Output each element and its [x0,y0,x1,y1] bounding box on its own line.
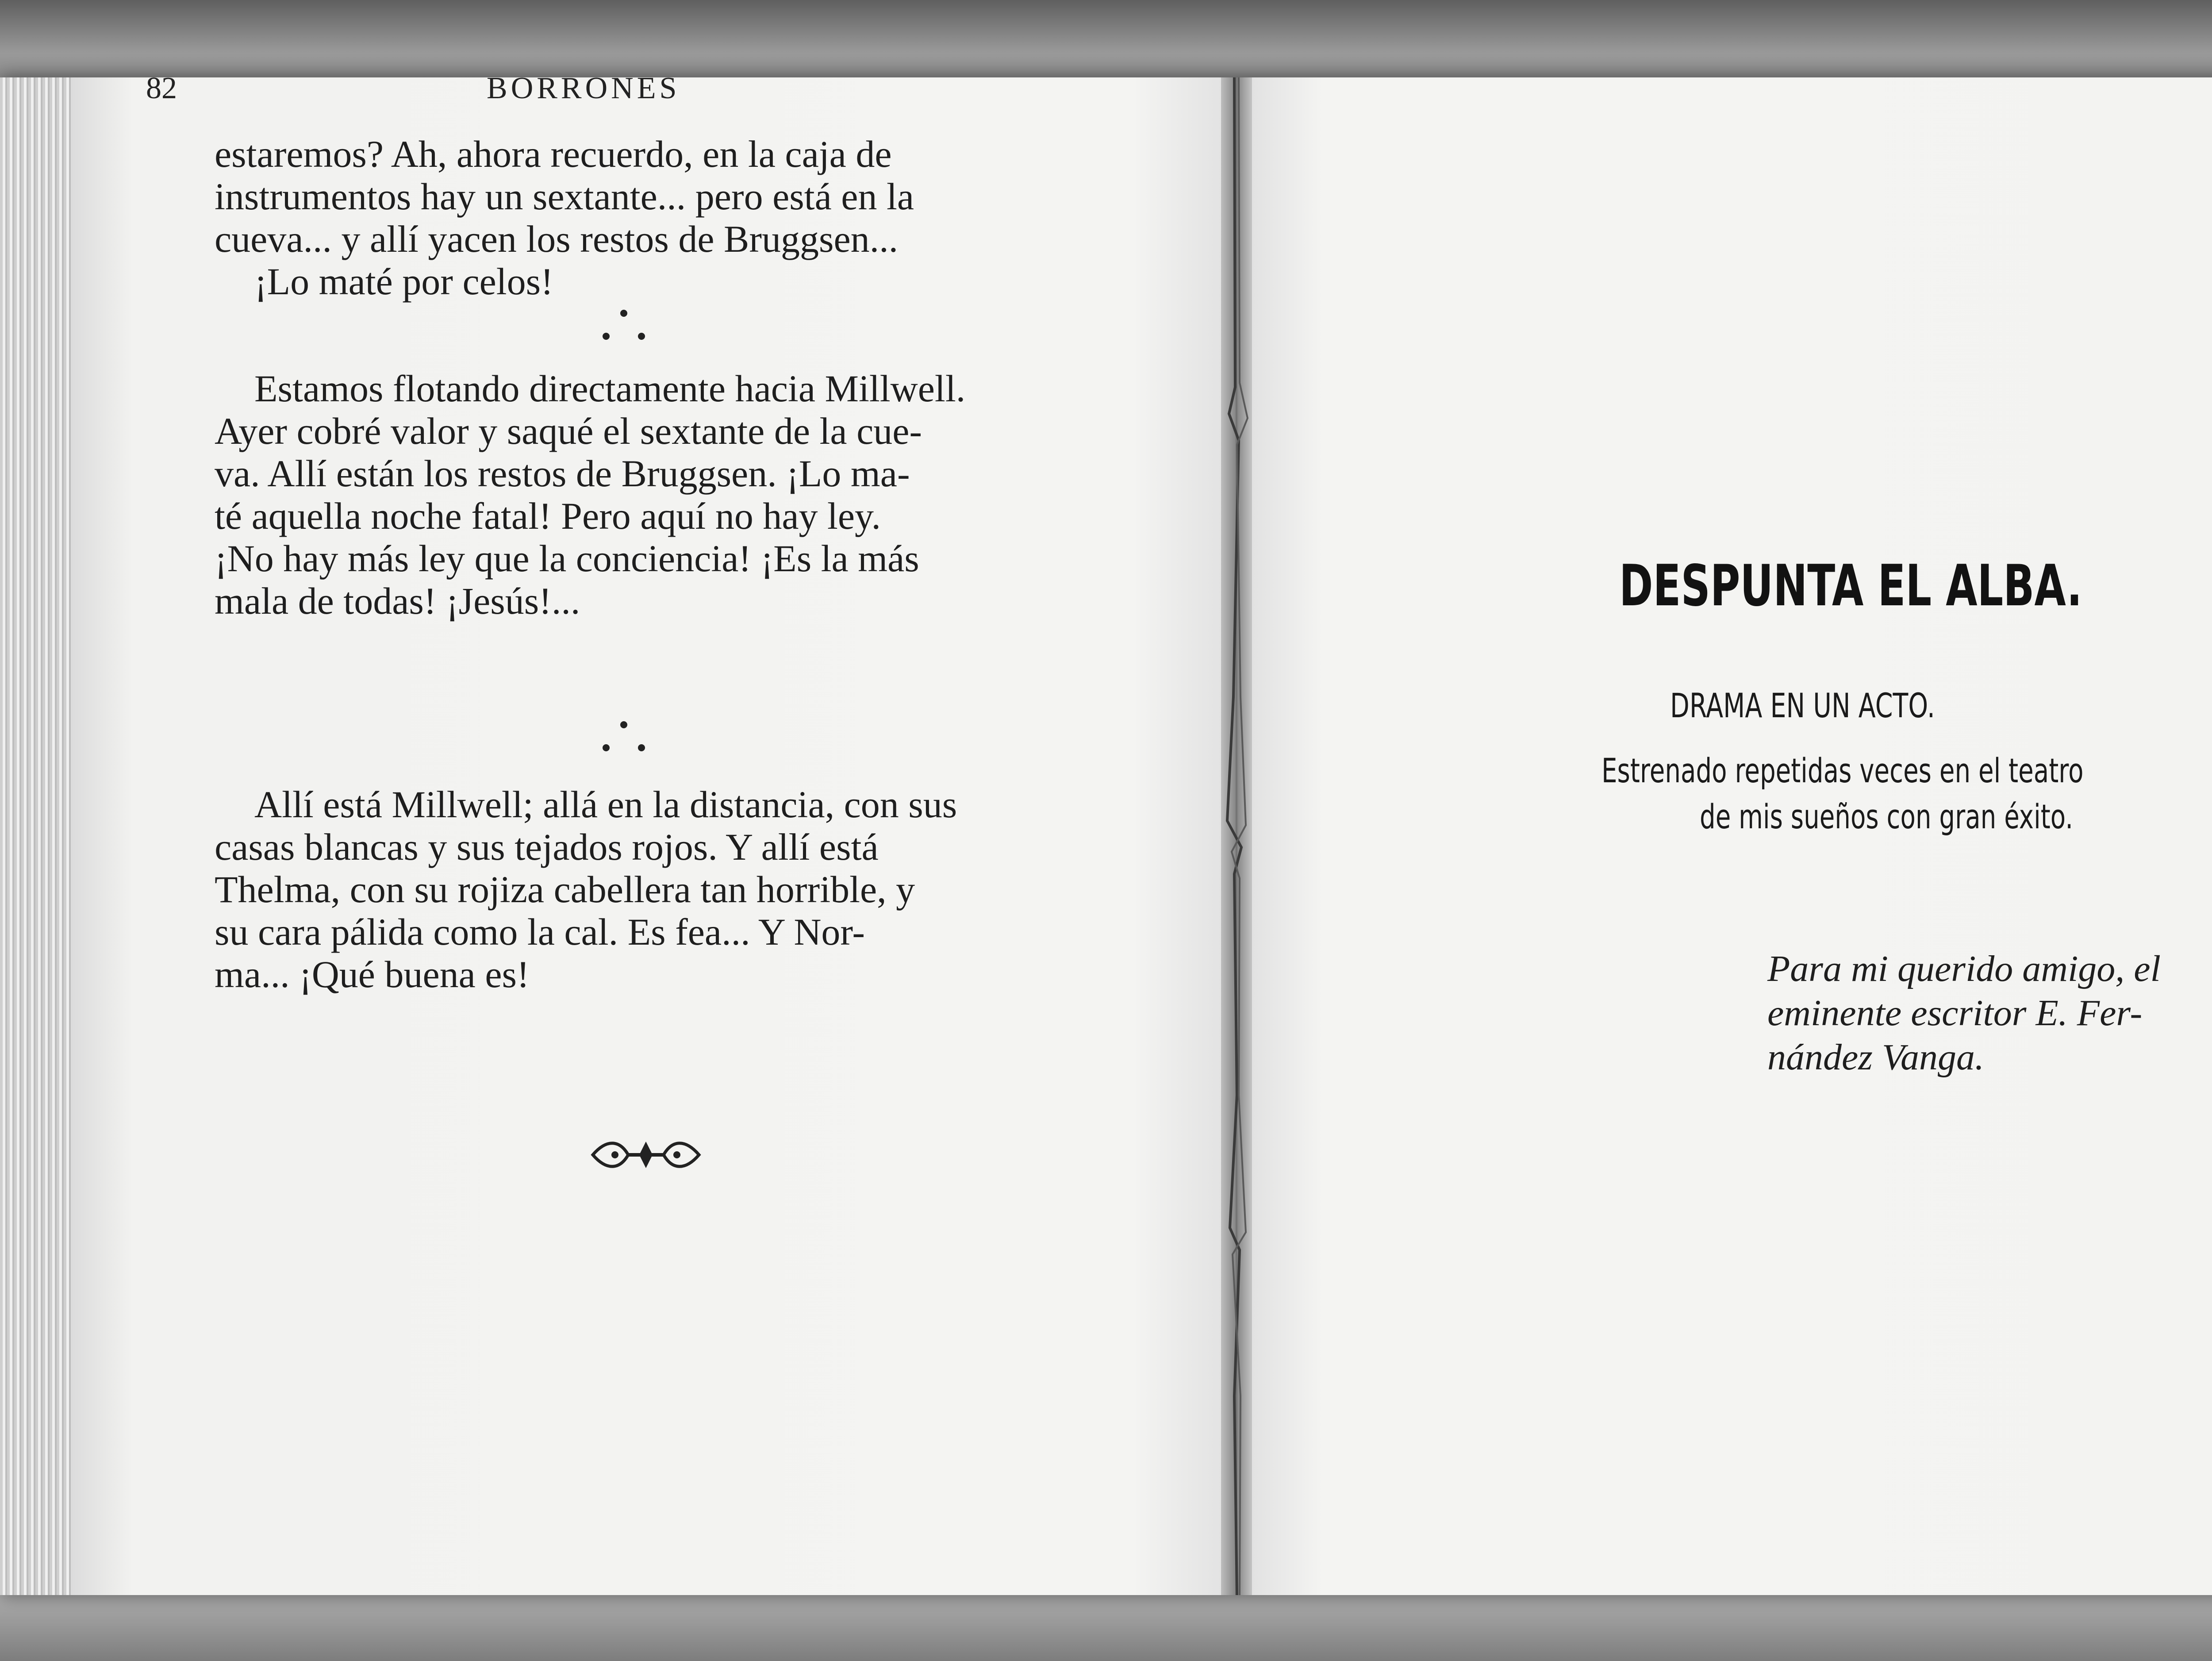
left-page-edges [0,77,71,1595]
dedication-line: Para mi querido amigo, el [1767,948,2161,989]
text-line: Estamos flotando directamente hacia Millwell. [254,367,966,410]
tailpiece-ornament-icon [588,1130,703,1179]
text-line: ¡No hay más ley que la conciencia! ¡Es la más [215,537,919,580]
text-line: ¡Lo maté por celos! [254,260,553,303]
dedication [1767,947,2212,1080]
text-line: Allí está Millwell; allá en la distancia, con sus [254,783,957,826]
text-line: mala de todas! ¡Jesús!... [215,580,580,622]
note-line: de mis sueños con gran éxito. [1700,797,2074,836]
play-subtitle: DRAMA EN UN ACTO. [1670,686,1936,725]
note-line: Estrenado repetidas veces en el teatro [1601,751,2084,790]
running-title: BORRONES [487,71,680,105]
text-line: Thelma, con su rojiza cabellera tan horrible, y [215,868,915,911]
text-line: estaremos? Ah, ahora recuerdo, en la caja de [215,133,892,175]
premiere-note [1601,748,2084,845]
paragraph-2 [215,367,1104,622]
section-break-asterism [593,717,655,765]
page-number: 82 [146,71,177,105]
dedication-line: nández Vanga. [1767,1037,1984,1078]
dedication-line: eminente escritor E. Fer- [1767,992,2143,1034]
text-line: Ayer cobré valor y saqué el sextante de la cue- [215,410,922,452]
text-line: cueva... y allí yacen los restos de Bruggsen... [215,218,899,260]
running-head [146,71,1119,111]
text-line: ma... ¡Qué buena es! [215,953,530,996]
text-line: casas blancas y sus tejados rojos. Y allí está [215,826,879,868]
paragraph-3 [215,783,1104,996]
section-break-asterism [593,305,655,354]
play-title: DESPUNTA EL ALBA. [1619,553,2082,619]
text-line: instrumentos hay un sextante... pero está en la [215,175,914,218]
text-line: su cara pálida como la cal. Es fea... Y Nor- [215,911,865,953]
paragraph-1 [215,133,1104,303]
text-line: té aquella noche fatal! Pero aquí no hay ley. [215,495,881,537]
text-line: va. Allí están los restos de Bruggsen. ¡Lo ma- [215,452,910,495]
